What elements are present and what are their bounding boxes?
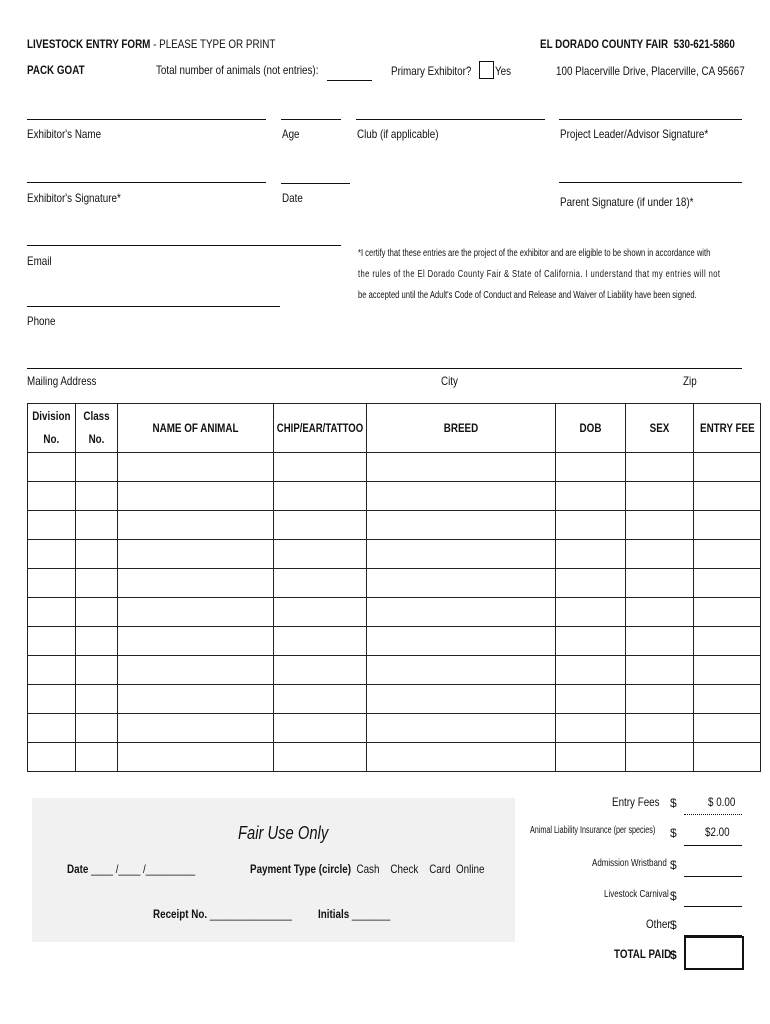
cell-sex[interactable]: [625, 685, 693, 714]
cell-dob[interactable]: [555, 540, 625, 569]
payment-option-check[interactable]: Check: [390, 862, 419, 876]
payment-type-label: Payment Type (circle): [250, 862, 352, 876]
cell-fee[interactable]: [693, 540, 761, 569]
cell-class[interactable]: [75, 453, 117, 482]
header-division: Division No.: [28, 404, 76, 453]
table-row: [28, 714, 761, 743]
cell-fee[interactable]: [693, 627, 761, 656]
cell-chip[interactable]: [273, 743, 366, 772]
carnival-currency: $: [670, 889, 677, 903]
city-label: City: [441, 374, 458, 388]
cell-division[interactable]: [28, 511, 76, 540]
cell-dob[interactable]: [555, 685, 625, 714]
cell-fee[interactable]: [693, 598, 761, 627]
wristband-currency: $: [670, 858, 677, 872]
primary-exhibitor-checkbox[interactable]: [479, 61, 494, 79]
cell-name[interactable]: [117, 714, 273, 743]
cell-chip[interactable]: [273, 627, 366, 656]
project-leader-label: Project Leader/Advisor Signature*: [560, 127, 709, 141]
primary-exhibitor-label: Primary Exhibitor?: [391, 64, 472, 78]
table-row: [28, 598, 761, 627]
cell-breed[interactable]: [366, 685, 555, 714]
cell-class[interactable]: [75, 714, 117, 743]
cell-breed[interactable]: [366, 511, 555, 540]
email-label: Email: [27, 254, 52, 268]
liability-value: $2.00: [705, 825, 730, 839]
fair-use-date-blank[interactable]: ____ /____ /_________: [91, 862, 196, 876]
cell-division[interactable]: [28, 714, 76, 743]
cell-dob[interactable]: [555, 569, 625, 598]
cell-division[interactable]: [28, 482, 76, 511]
cell-class[interactable]: [75, 656, 117, 685]
cell-chip[interactable]: [273, 482, 366, 511]
category-label: PACK GOAT: [27, 63, 85, 77]
fair-use-title: Fair Use Only: [238, 823, 329, 843]
exhibitor-name-input[interactable]: [27, 119, 266, 120]
table-row: [28, 627, 761, 656]
cell-chip[interactable]: [273, 569, 366, 598]
other-currency: $: [670, 918, 677, 932]
total-paid-currency: $: [670, 948, 677, 962]
certification-line-1: *I certify that these entries are the project of the exhibitor and are eligible to be shown in accordance with: [358, 248, 711, 259]
fair-phone: 530-621-5860: [673, 37, 735, 51]
total-paid-input[interactable]: [684, 936, 744, 970]
cell-sex[interactable]: [625, 453, 693, 482]
cell-breed[interactable]: [366, 453, 555, 482]
wristband-label: Admission Wristband: [592, 857, 667, 869]
carnival-label: Livestock Carnival: [604, 888, 669, 900]
cell-class[interactable]: [75, 627, 117, 656]
phone-label: Phone: [27, 314, 56, 328]
cell-dob[interactable]: [555, 627, 625, 656]
cell-sex[interactable]: [625, 482, 693, 511]
cell-division[interactable]: [28, 656, 76, 685]
date-label: Date: [282, 191, 303, 205]
cell-chip[interactable]: [273, 598, 366, 627]
cell-class[interactable]: [75, 569, 117, 598]
animal-entries-table: [27, 403, 761, 772]
fair-name: EL DORADO COUNTY FAIR: [540, 37, 669, 51]
cell-breed[interactable]: [366, 743, 555, 772]
parent-signature-input[interactable]: [559, 182, 742, 183]
payment-option-card[interactable]: Card: [429, 862, 451, 876]
age-label: Age: [282, 127, 300, 141]
total-animals-label: Total number of animals (not entries):: [156, 63, 319, 77]
form-title-line: [27, 37, 275, 51]
header-sex: SEX: [625, 404, 693, 453]
table-row: [28, 511, 761, 540]
cell-dob[interactable]: [555, 743, 625, 772]
cell-sex[interactable]: [625, 540, 693, 569]
cell-fee[interactable]: [693, 743, 761, 772]
header-entry-fee: ENTRY FEE: [693, 404, 761, 453]
payment-option-online[interactable]: Online: [456, 862, 485, 876]
cell-class[interactable]: [75, 511, 117, 540]
certification-line-2: the rules of the El Dorado County Fair & State of California. I understand that my entries will not: [358, 269, 721, 280]
header-class: Class No.: [75, 404, 117, 453]
liability-label: Animal Liability Insurance (per species): [530, 825, 656, 836]
cell-sex[interactable]: [625, 598, 693, 627]
cell-fee[interactable]: [693, 569, 761, 598]
cell-fee[interactable]: [693, 511, 761, 540]
cell-name[interactable]: [117, 627, 273, 656]
cell-dob[interactable]: [555, 511, 625, 540]
mailing-address-label: Mailing Address: [27, 374, 97, 388]
cell-name[interactable]: [117, 511, 273, 540]
parent-signature-label: Parent Signature (if under 18)*: [560, 195, 694, 209]
table-row: [28, 482, 761, 511]
cell-fee[interactable]: [693, 714, 761, 743]
cell-class[interactable]: [75, 598, 117, 627]
cell-name[interactable]: [117, 482, 273, 511]
cell-division[interactable]: [28, 540, 76, 569]
header-dob: DOB: [555, 404, 625, 453]
payment-type-line: [250, 862, 484, 876]
cell-name[interactable]: [117, 569, 273, 598]
cell-dob[interactable]: [555, 482, 625, 511]
header-breed: BREED: [366, 404, 555, 453]
cell-fee[interactable]: [693, 453, 761, 482]
cell-sex[interactable]: [625, 569, 693, 598]
entry-fees-label: Entry Fees: [612, 795, 660, 809]
receipt-line: [153, 907, 292, 921]
table-row: [28, 540, 761, 569]
cell-division[interactable]: [28, 598, 76, 627]
cell-fee[interactable]: [693, 685, 761, 714]
exhibitor-name-label: Exhibitor's Name: [27, 127, 102, 141]
cell-fee[interactable]: [693, 482, 761, 511]
payment-option-cash[interactable]: Cash: [356, 862, 380, 876]
cell-division[interactable]: [28, 685, 76, 714]
club-input[interactable]: [356, 119, 545, 120]
cell-class[interactable]: [75, 540, 117, 569]
cell-breed[interactable]: [366, 569, 555, 598]
wristband-input[interactable]: [684, 876, 742, 877]
entry-fees-underline: [684, 814, 742, 815]
cell-name[interactable]: [117, 685, 273, 714]
receipt-blank[interactable]: _______________: [209, 907, 292, 921]
table-row: [28, 453, 761, 482]
club-label: Club (if applicable): [357, 127, 439, 141]
phone-input[interactable]: [27, 306, 280, 307]
table-header-row: [28, 404, 761, 453]
age-input[interactable]: [281, 119, 341, 120]
initials-label: Initials: [318, 907, 350, 921]
fair-use-date-line: [67, 862, 195, 876]
initials-blank[interactable]: _______: [351, 907, 391, 921]
cell-breed[interactable]: [366, 598, 555, 627]
project-leader-input[interactable]: [559, 119, 742, 120]
cell-name[interactable]: [117, 540, 273, 569]
header-name-of-animal: NAME OF ANIMAL: [117, 404, 273, 453]
table-row: [28, 685, 761, 714]
date-input[interactable]: [281, 183, 350, 184]
zip-label: Zip: [683, 374, 697, 388]
exhibitor-signature-input[interactable]: [27, 182, 266, 183]
cell-class[interactable]: [75, 482, 117, 511]
form-subtitle: - PLEASE TYPE OR PRINT: [150, 37, 276, 51]
cell-name[interactable]: [117, 598, 273, 627]
cell-breed[interactable]: [366, 656, 555, 685]
fair-use-date-label: Date: [67, 862, 89, 876]
cell-dob[interactable]: [555, 453, 625, 482]
cell-name[interactable]: [117, 743, 273, 772]
header-chip-ear-tattoo: CHIP/EAR/TATTOO: [273, 404, 366, 453]
certification-line-3: be accepted until the Adult's Code of Conduct and Release and Waiver of Liability have been signed.: [358, 290, 697, 301]
cell-chip[interactable]: [273, 453, 366, 482]
other-label: Other: [646, 917, 671, 931]
cell-class[interactable]: [75, 743, 117, 772]
mailing-address-input[interactable]: [27, 368, 742, 369]
total-paid-label: TOTAL PAID: [614, 947, 672, 961]
cell-sex[interactable]: [625, 714, 693, 743]
email-input[interactable]: [27, 245, 341, 246]
cell-breed[interactable]: [366, 627, 555, 656]
initials-line: [318, 907, 390, 921]
cell-division[interactable]: [28, 569, 76, 598]
table-row: [28, 569, 761, 598]
cell-sex[interactable]: [625, 743, 693, 772]
fair-address: 100 Placerville Drive, Placerville, CA 95667: [556, 64, 745, 78]
cell-chip[interactable]: [273, 540, 366, 569]
cell-breed[interactable]: [366, 540, 555, 569]
cell-chip[interactable]: [273, 656, 366, 685]
fair-name-line: [540, 37, 735, 51]
entry-fees-currency: $: [670, 796, 677, 810]
total-animals-input[interactable]: [327, 80, 372, 81]
table-row: [28, 656, 761, 685]
cell-dob[interactable]: [555, 714, 625, 743]
cell-dob[interactable]: [555, 656, 625, 685]
liability-underline: [684, 845, 742, 846]
cell-name[interactable]: [117, 453, 273, 482]
carnival-input[interactable]: [684, 906, 742, 907]
certification-text: [358, 243, 720, 306]
entry-fees-value: $ 0.00: [708, 795, 736, 809]
form-title: LIVESTOCK ENTRY FORM: [27, 37, 151, 51]
cell-class[interactable]: [75, 685, 117, 714]
cell-chip[interactable]: [273, 685, 366, 714]
cell-breed[interactable]: [366, 482, 555, 511]
table-row: [28, 743, 761, 772]
cell-fee[interactable]: [693, 656, 761, 685]
cell-chip[interactable]: [273, 714, 366, 743]
cell-dob[interactable]: [555, 598, 625, 627]
cell-division[interactable]: [28, 453, 76, 482]
exhibitor-signature-label: Exhibitor's Signature*: [27, 191, 121, 205]
cell-sex[interactable]: [625, 627, 693, 656]
receipt-label: Receipt No.: [153, 907, 208, 921]
cell-sex[interactable]: [625, 511, 693, 540]
liability-currency: $: [670, 826, 677, 840]
cell-division[interactable]: [28, 627, 76, 656]
cell-division[interactable]: [28, 743, 76, 772]
yes-label: Yes: [495, 64, 512, 78]
cell-breed[interactable]: [366, 714, 555, 743]
cell-name[interactable]: [117, 656, 273, 685]
cell-chip[interactable]: [273, 511, 366, 540]
cell-sex[interactable]: [625, 656, 693, 685]
